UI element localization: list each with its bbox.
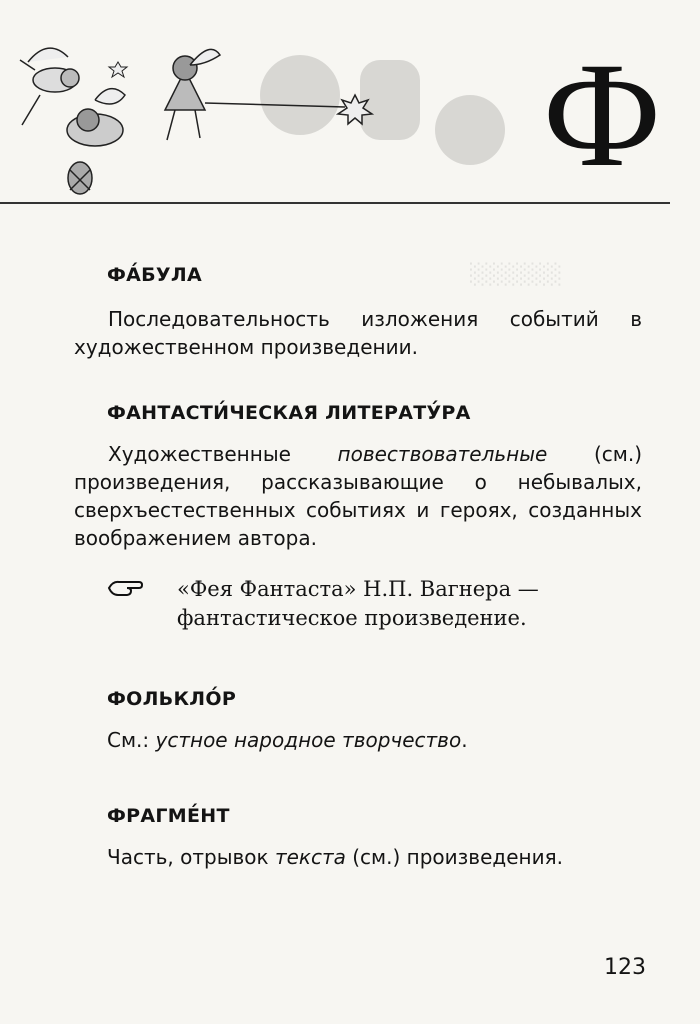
- example-text: «Фея Фантаста» Н.П. Вагнера — фантастическое произведение.: [177, 577, 539, 630]
- fairy-right: [165, 49, 220, 140]
- page-number: 123: [604, 955, 646, 980]
- cross-reference: устное народное творчество: [155, 728, 462, 752]
- entry-definition: Часть, отрывок текста (см.) произведения.: [107, 845, 563, 869]
- entry-term: ФОЛЬКЛО́Р: [107, 688, 237, 710]
- section-letter: Ф: [542, 32, 662, 198]
- definition-text: Художественные повествовательные (см.) произведения, рассказывающие о небывалых, сверхъестественных событиях и героях, созданных воображением автора.: [74, 442, 642, 550]
- show-through-art: [260, 55, 505, 165]
- fairy-left: [20, 48, 79, 125]
- fairy-middle: [67, 89, 125, 194]
- entry-definition: [74, 440, 642, 552]
- example-block: [107, 575, 647, 633]
- entry-term: ФА́БУЛА: [107, 264, 202, 286]
- see-also-line: См.: устное народное творчество.: [107, 728, 468, 752]
- definition-text: Последовательность изложения событий в художественном произведении.: [74, 307, 642, 359]
- entry-term: ФАНТАСТИ́ЧЕСКАЯ ЛИТЕРАТУ́РА: [107, 402, 471, 424]
- small-star-icon: [109, 62, 127, 77]
- pointing-hand-icon: [107, 579, 143, 597]
- cross-reference: повествовательные: [337, 442, 548, 466]
- header-divider: [0, 202, 670, 204]
- entry-definition: [74, 305, 642, 361]
- bleed-through-shadow: ░░░░░░: [470, 262, 563, 286]
- cross-reference: текста: [274, 845, 346, 869]
- entry-term: ФРАГМЕ́НТ: [107, 805, 230, 827]
